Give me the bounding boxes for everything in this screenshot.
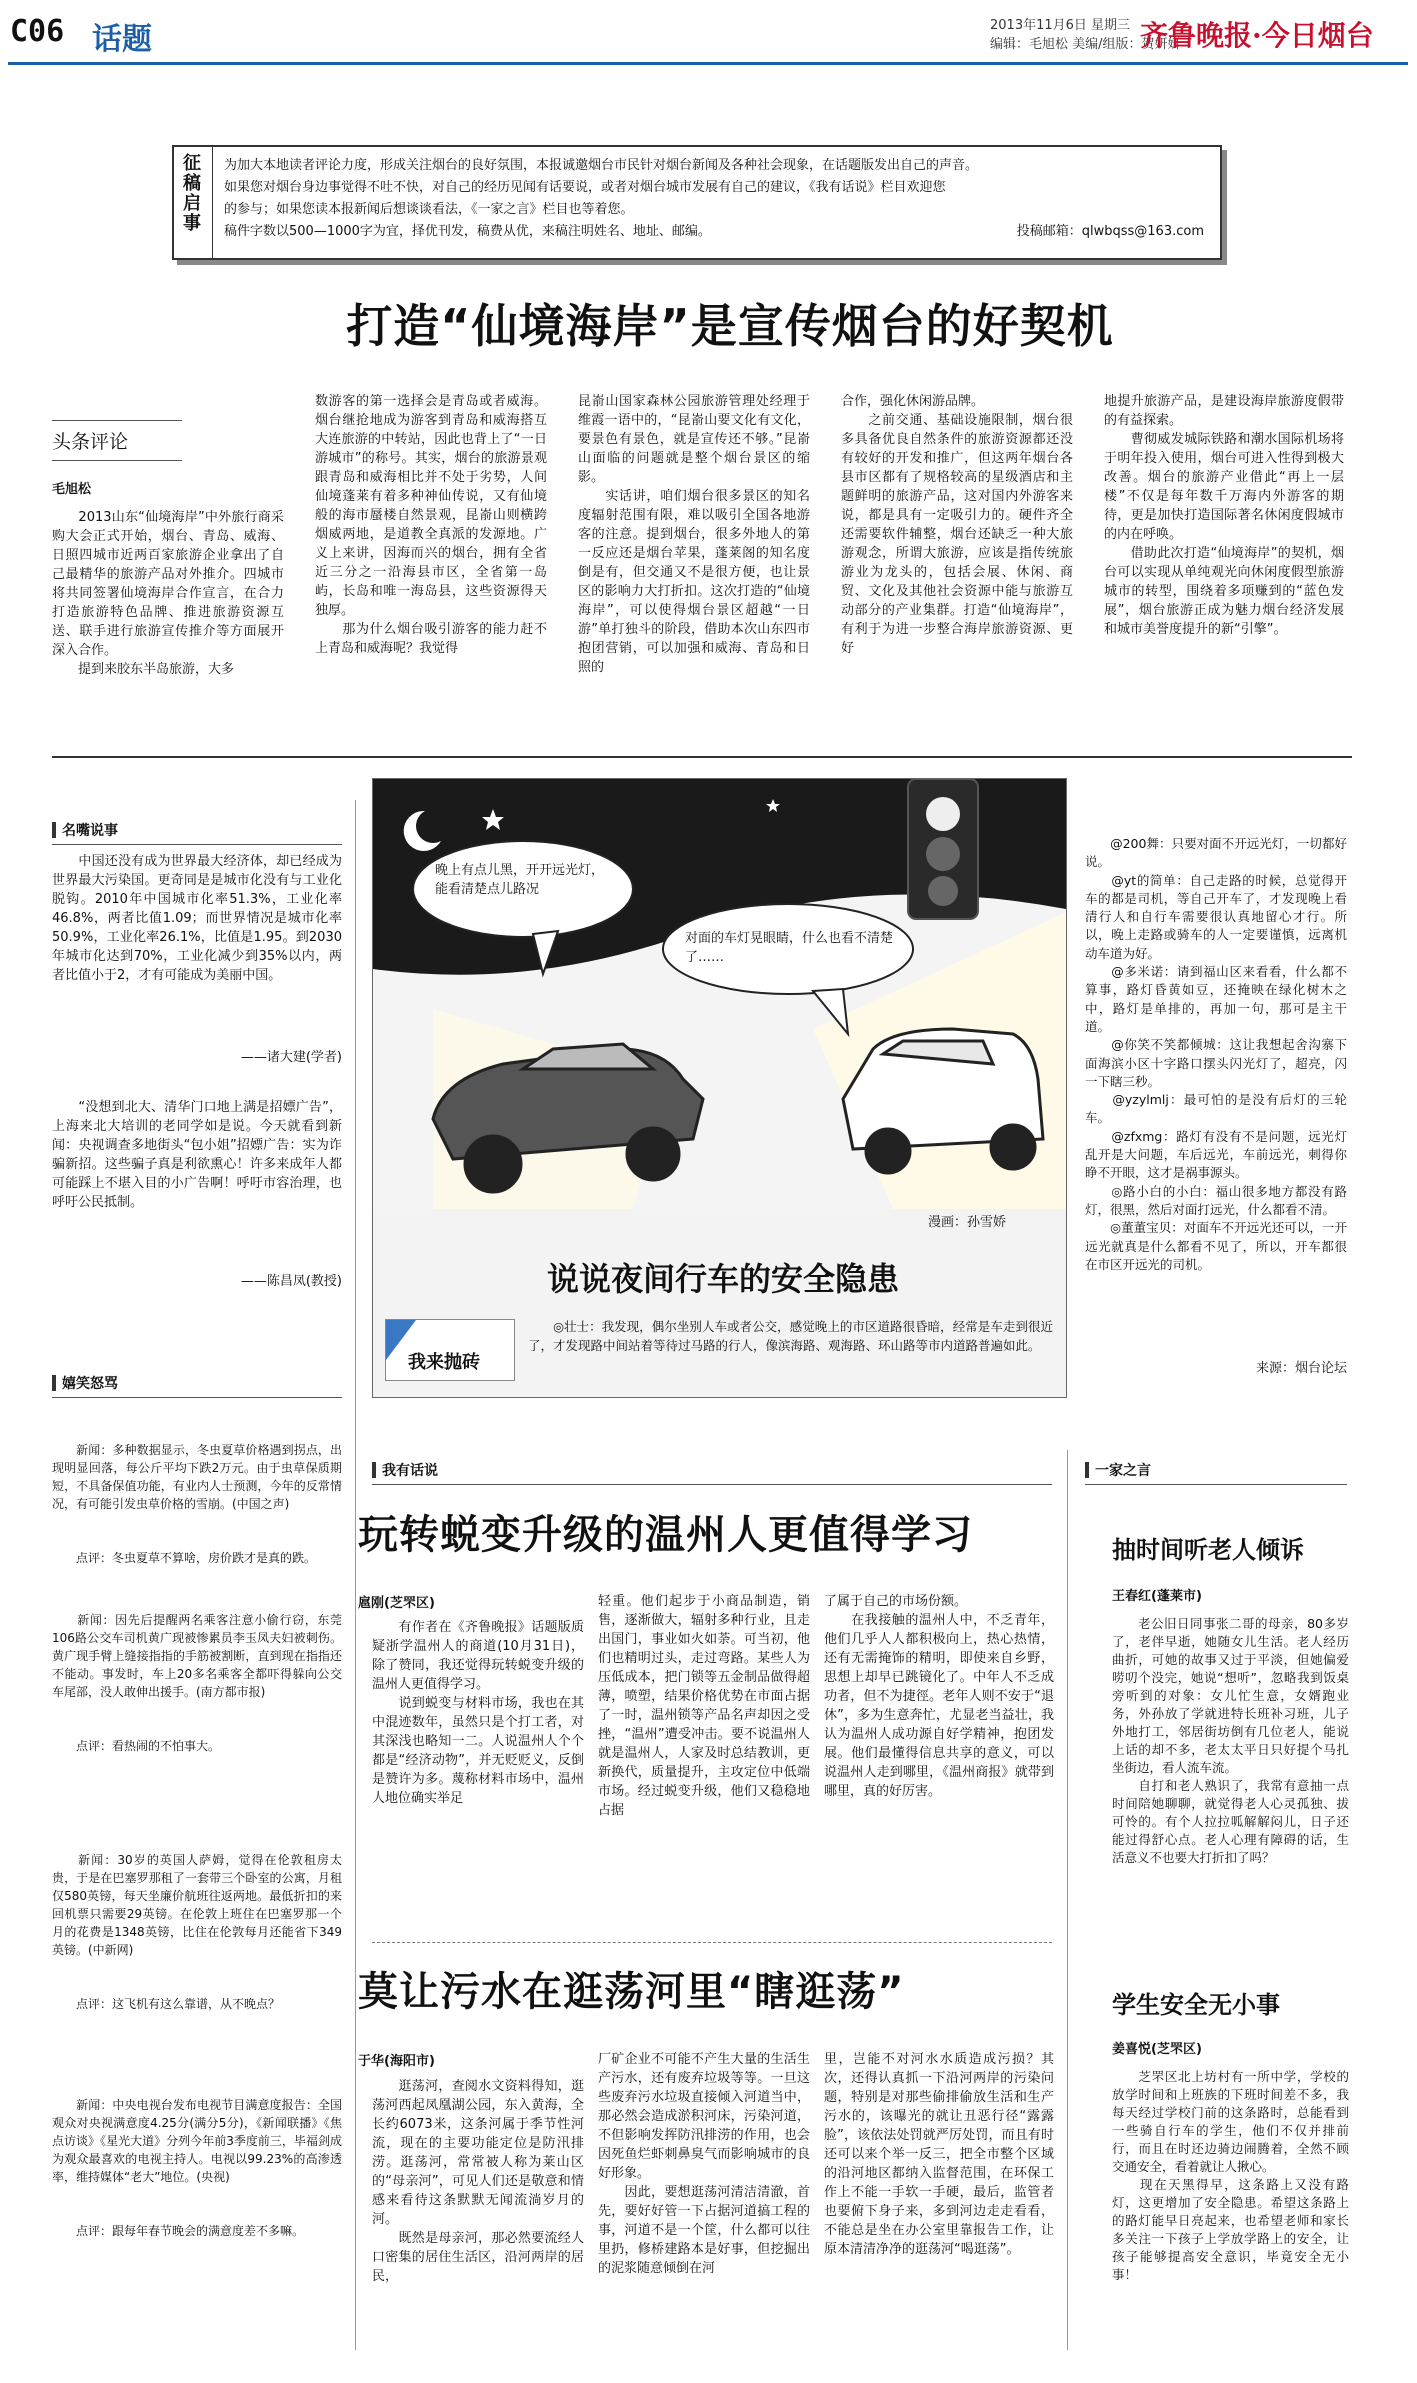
notice-line: 为加大本地读者评论力度，形成关注烟台的良好氛围，本报诚邀烟台市民针对烟台新闻及各种社会现象，在话题版发出自己的声音。: [224, 158, 979, 173]
speech-bubble-1: 晚上有点儿黑，开开远光灯，能看清楚点儿路况: [435, 863, 605, 897]
say-col1c: 了属于自己的市场份额。 在我接触的温州人中，不乏青年，他们几乎人人都积极向上，热心热情，还有无需掩饰的精明，即使来自乡野，思想上却早已跳镜化了。中年人不乏成功者，但不为捷徑。老年人则不安于“退休”，多为生意奔忙，尤显老当益壮，我认为温州人成功源自好学精神，抱团发展。他们最懂得信息共享的意义，可以说温州人走到哪里，《温州商报》就带到哪里，真的好厉害。: [824, 1594, 1054, 1799]
famous-tag-label: 名嘴说事: [62, 823, 118, 839]
top-story-author: 毛旭松: [52, 482, 92, 497]
brick-text: ◎壮士：我发现，偶尔坐别人车或者公交，感觉晚上的市区道路很昏暗，经常是车走到很近了，才发现路中间站着等待过马路的行人，像滨海路、观海路、环山路等市内道路普遍如此。: [528, 1319, 1053, 1353]
laugh-comment: 点评：这飞机有这么靠谱，从不晚点？: [52, 1997, 281, 2011]
header-rule: [8, 62, 1408, 65]
laugh-comment: 点评：看热闹的不怕事大。: [52, 1739, 221, 1753]
top-story-col4: 合作，强化休闲游品牌。 之前交通、基础设施限制，烟台很多具备优良自然条件的旅游资源都还没有较好的开发和推广，但这两年烟台各县市区都有了规格较高的星级酒店和主题鲜明的旅游产品，这对国内外游客来说，都是具有一定吸引力的。硬件齐全还需要软件辅整，烟台还缺乏一种大旅游观念，所谓大旅游，应该是指传统旅游业为龙头的，包括会展、休闲、商贸、文化及其他社会资源中能与旅游互动部分的产业集群。打造“仙境海岸”，有利于为进一步整合海岸旅游资源、更好: [841, 394, 1073, 656]
cartoon-illustration: [373, 779, 1066, 1209]
notice-line: 如果您对烟台身边事觉得不吐不快，对自己的经历见闻有话要说，或者对烟台城市发展有自己的建议，《我有话说》栏目欢迎您: [224, 180, 946, 195]
opinion-text-1: 老公旧日同事张二哥的母亲，80多岁了，老伴早逝，她随女儿生活。老人经历曲折，可她的故事又过于平淡，但她偏爱唠叨个没完，她说“想听”，忽略我到饭桌旁听到的对象：女儿忙生意，女婿跑业务，外孙放了学就进特长班补习班，儿子外地打工，邻居街坊倒有几位老人，能说上话的却不多，老太太平日只好提个马扎坐街边，看人流车流。 自打和老人熟识了，我常有意抽一点时间陪她聊聊，就觉得老人心灵孤独、拔可怜的。有个人拉拉呱解解闷儿，日子还能过得舒心点。老人心理有障碍的话，生活意义不也要大打折扣了吗？: [1112, 1616, 1349, 1865]
say-tag: [372, 1460, 1052, 1485]
top-story-headline: 打造“仙境海岸”是宣传烟台的好契机: [346, 299, 1114, 353]
say-col2c: 里，岂能不对河水水质造成污损？其次，还得认真抓一下沿河两岸的污染问题，特别是对那些偷排偷放生活和生产污水的，该曝光的就让丑恶行径“露露脸”，该依法处罚就严厉处罚，而且有时还可以来个举一反三，把全市整个区域的沿河地区都纳入监督范围，在环保工作上不能一手软一手硬，最后，监管者也要俯下身子来，多到河边走走看看，不能总是坐在办公室里靠报告工作，让原本清清净净的逛荡河“喝逛荡”。: [824, 2052, 1054, 2257]
newspaper-brand: 齐鲁晚报·今日烟台: [1140, 19, 1374, 52]
brick-label-text: 我来抛砖: [408, 1352, 480, 1373]
say-author-1: 扈刚(芝罘区): [358, 1596, 435, 1611]
top-story-col2: 数游客的第一选择会是青岛或者威海。烟台继抢地成为游客到青岛和威海搭互大连旅游的中转站，因此也背上了“一日游城市”的称号。其实，烟台的旅游景观跟青岛和威海相比并不处于劣势，人间仙境蓬莱有着多种神仙传说，又有仙境般的海市蜃楼自然景观，昆嵛山则横跨烟威两地，是道教全真派的发源地。广义上来讲，因海而兴的烟台，拥有全省近三分之一沿海县市区，全省第一岛屿，长岛和唯一海岛县，这些资源得天独厚。 那为什么烟台吸引游客的能力赶不上青岛和威海呢？我觉得: [315, 394, 547, 656]
opinion-headline-2: 学生安全无小事: [1112, 1991, 1280, 2019]
laugh-comment: 点评：冬虫夏草不算啥，房价跌才是真的跌。: [52, 1551, 317, 1565]
notice-line: 的参与；如果您读本报新闻后想谈谈看法，《一家之言》栏目也等着您。: [224, 202, 634, 217]
tag-bar: [372, 1462, 376, 1478]
weibo-source: 来源：烟台论坛: [1255, 1361, 1347, 1376]
cartoon-panel: [372, 778, 1067, 1398]
top-story-col3: 昆嵛山国家森林公园旅游管理处经理于维霞一语中的，“昆嵛山要文化有文化，要景色有景色，就是宣传还不够。”昆嵛山面临的问题就是整个烟台景区的缩影。 实话讲，咱们烟台很多景区的知名度辐射范围有限，难以吸引全国各地游客的注意。提到烟台，很多外地人的第一反应还是烟台苹果，蓬莱阁的知名度倒是有，但交通又不是很方便，也让景区的影响力大打折扣。这次打造的“仙境海岸”，可以使得烟台景区超越“一日游”单打独斗的阶段，借助本次山东四市抱团营销，可以加强和威海、青岛和日照的: [578, 394, 810, 675]
editor-credits: 编辑：毛旭松 美编/组版：贺妍妍: [990, 37, 1181, 52]
laugh-news: 新闻：中央电视台发布电视节目满意度报告：全国观众对央视满意度4.25分(满分5分)，《新闻联播》《焦点访谈》《星光大道》分列今年前3季度前三，毕福剑成为观众最喜欢的电视主持人。电视以99.23%的高渗透率，维持媒体“老大”地位。(央视): [52, 2098, 342, 2184]
brick-label: [385, 1319, 515, 1381]
famous-tag: [52, 820, 342, 845]
opinion-tag: [1085, 1460, 1347, 1485]
famous-sig2: ——陈昌凤(教授): [240, 1274, 342, 1289]
say-divider: [372, 1942, 1052, 1943]
say-col1a: 有作者在《齐鲁晚报》话题版质疑浙学温州人的商道(10月31日)，除了赞同，我还觉得玩转蜕变升级的温州人更值得学习。 说到蜕变与材料市场，我也在其中混迹数年，虽然只是个打工者，对其深浅也略知一二。人说温州人个个都是“经济动物”，并无贬贬义，反倒是赞许为多。蔑称材料市场中，温州人地位确实举足: [372, 1620, 584, 1806]
laugh-item-4: [52, 2060, 342, 2258]
opinion-headline-1: 抽时间听老人倾诉: [1112, 1536, 1304, 1564]
right-column-divider: [1067, 1450, 1068, 2350]
section-title: 话题: [92, 22, 152, 57]
say-col1b: 轻重。他们起步于小商品制造，销售，逐渐做大，辐射多种行业，且走出国门，事业如火如荼。可当初，他们也精明过头，走过弯路。某些人为压低成本，把门锁等五金制品做得超薄，喷塑，结果价格优势在市面占据了一时，温州锁等产品名声却因之受挫，“温州”遭受冲击。要不说温州人就是温州人，人家及时总结教训，更新换代，质量提升，主攻定位中低端市场。经过蜕变升级，他们又稳稳地占据: [598, 1594, 810, 1818]
famous-p1: 中国还没有成为世界最大经济体，却已经成为世界最大污染国。更奇同是是城市化没有与工业化脱钩。2010年中国城市化率51.3%，工业化率46.8%，两者比值1.09；而世界情况是城市化率50.9%，工业化率26.1%，比值是1.95。到2030年城市化达到70%，工业化减少到35%以内，两者比值小于2，才有可能成为美丽中国。: [52, 854, 342, 983]
laugh-news: 新闻：多种数据显示，冬虫夏草价格遇到拐点，出现明显回落，每公斤平均下跌2万元。由于虫草保质期短，不具备保值功能，有业内人士预测，今年的反常情况，有可能引发虫草价格的雪崩。(中国之声): [52, 1443, 342, 1511]
opinion-tag-label: 一家之言: [1095, 1463, 1151, 1479]
opinion-text-2: 芝罘区北上坊村有一所中学，学校的放学时间和上班族的下班时间差不多，我每天经过学校门前的这条路时，总能看到一些骑自行车的学生，他们不仅并排前行，而且在时还边骑边闹腾着，全然不顾交通安全，看着就让人揪心。 现在天黑得早，这条路上又没有路灯，这更增加了安全隐患。希望这条路上的路灯能早日亮起来，也希望老师和家长多关注一下孩子上学放学路上的安全，让孩子能够提高安全意识，毕竟安全无小事！: [1112, 2069, 1349, 2282]
tag-bar: [52, 822, 56, 838]
speech-bubble-2: 对面的车灯晃眼睛，什么也看不清楚了……: [685, 931, 894, 965]
laugh-comment: 点评：跟每年春节晚会的满意度差不多嘛。: [52, 2224, 305, 2238]
laugh-item-2: [52, 1575, 342, 1773]
cartoon-title: 说说夜间行车的安全隐患: [546, 1260, 899, 1298]
top-story-col5: 地提升旅游产品，是建设海岸旅游度假带的有益探索。 曹彻威发城际铁路和潮水国际机场将于明年投入使用，烟台可进入性得到极大改善。烟台的旅游产业借此“再上一层楼”不仅是每年数千万海内外游客的期待，更是加快打造国际著名休闲度假城市的内在呼唤。 借助此次打造“仙境海岸”的契机，烟台可以实现从单纯观光向休闲度假型旅游城市的转型，围绕着多项赚到的“蓝色发展”，烟台旅游正成为魅力烟台经济发展和城市美誉度提升的新“引擎”。: [1104, 394, 1344, 637]
weibo-comments: @200舞：只要对面不开远光灯，一切都好说。 @yt的简单：自己走路的时候，总觉得开车的都是司机，等自己开车了，才发现晚上看清行人和自行车需要很认真地留心才行。所以，晚上走路或骑车的人一定要谨慎，远离机动车道为好。 @多米诺：请到福山区来看看，什么都不算事，路灯昏黄如豆，还掩映在绿化树木之中，路灯是单排的，再加一句，那可是主干道。 @你笑不笑都倾城：这让我想起舍沟寨下面海滨小区十字路口摆头闪光灯了，超亮，闪一下瞎三秒。 @yzylmlj：最可怕的是没有后灯的三轮车。 @zfxmg：路灯有没有不是问题，远光灯乱开是大问题，车后远光，车前远光，刺得你睁不开眼，这才是祸事源头。 ◎路小白的小白：福山很多地方都没有路灯，很黑，然后对面打远光，什么都看不清。 ◎董董宝贝：对面车不开远光还可以，一开远光就真是什么都看不见了，所以，开车都很在市区开远光的司机。: [1085, 836, 1347, 1272]
call-for-papers-label: 征稿启事: [180, 153, 201, 233]
laugh-news: 新闻：因先后提醒两名乘客注意小偷行窃，东莞106路公交车司机黄广现被惨累员李玉凤夫妇被刺伤。黄广现手臂上缝接指指的手筋被割断，直到现在指指还不能动。事发时，车上20多名乘客全都吓得躲向公交车尾部，没人敢伸出援手。(南方都市报): [52, 1613, 342, 1699]
page-header: [0, 0, 1417, 62]
say-col2a: 逛荡河，查阅水文资料得知，逛荡河西起凤凰湖公园，东入黄海，全长约6073米，这条河属于季节性河流，现在的主要功能定位是防汛排涝。逛荡河，常常被人称为莱山区的“母亲河”，可见人们还是敬意和情感来看待这条默默无闻流淌岁月的河。 既然是母亲河，那必然要流经人口密集的居住生活区，沿河两岸的居民，: [372, 2079, 584, 2284]
notice-line: 稿件字数以500—1000字为宜，择优刊发，稿费从优，来稿注明姓名、地址、邮编。: [224, 224, 711, 239]
say-author-2: 于华(海阳市): [358, 2054, 435, 2069]
top-story-bottom-rule: [52, 756, 1352, 758]
cartoon-credit: 漫画：孙雪娇: [928, 1215, 1007, 1230]
laugh-item-1: [52, 1405, 342, 1585]
notice-body: [224, 155, 1214, 243]
say-headline-1: 玩转蜕变升级的温州人更值得学习: [358, 1512, 973, 1558]
say-col2b: 厂矿企业不可能不产生大量的生活生产污水，还有废弃垃圾等等。一旦这些废弃污水垃圾直接倾入河道当中，那必然会造成淤积河床，污染河道，不但影响发挥防汛排涝的作用，也会因死鱼烂虾刺鼻臭气而影响城市的良好形象。 因此，要想逛荡河清洁清澈，首先，要好好管一下占据河道搞工程的事，河道不是一个筐，什么都可以往里扔，修桥建路本是好事，但挖掘出的泥浆随意倾倒在河: [598, 2052, 810, 2276]
submission-email[interactable]: 投稿邮箱：qlwbqss@163.com: [1016, 224, 1204, 239]
famous-sig1: ——诸大建(学者): [240, 1050, 342, 1065]
laugh-news: 新闻：30岁的英国人萨姆，觉得在伦敦租房太贵，于是在巴塞罗那租了一套带三个卧室的公寓，月租仅580英镑，每天坐廉价航班往返两地。最低折扣的来回机票只需要29英镑。在伦敦上班住在巴塞罗那一个月的花费是1348英镑，比住在伦敦每月还能省下349英镑。(中新网): [52, 1853, 342, 1957]
opinion-author-2: 姜喜悦(芝罘区): [1112, 2042, 1202, 2057]
call-for-papers: [172, 145, 1222, 260]
say-headline-2: 莫让污水在逛荡河里“瞎逛荡”: [358, 1969, 905, 2015]
issue-date: 2013年11月6日 星期三: [990, 18, 1131, 33]
notice-divider: [212, 147, 213, 258]
column-tag-label: 头条评论: [52, 431, 129, 453]
left-column-divider: [355, 800, 356, 2350]
top-story-tag: [52, 420, 182, 461]
opinion-author-1: 王春红(蓬莱市): [1112, 1589, 1202, 1604]
top-story-col1: 2013山东“仙境海岸”中外旅行商采购大会正式开始，烟台、青岛、威海、日照四城市近两百家旅游企业拿出了自己最精华的旅游产品对外推介。四城市将共同签署仙境海岸合作宣言，在合力打造旅游特色品牌、推进旅游资源互送、联手进行旅游宣传推介等方面展开深入合作。 提到来胶东半岛旅游，大多: [52, 510, 284, 677]
laugh-tag: [52, 1373, 342, 1398]
page-number: C06: [10, 14, 65, 49]
famous-p2: “没想到北大、清华门口地上满是招嫖广告”，上海来北大培训的老同学如是说。今天就看到新闻：央视调查多地街头“包小姐”招嫖广告：实为诈骗新招。这些骗子真是利欲熏心！许多来成年人都可能踩上不堪入目的小广告啊！呼吁市容治理，也呼吁公民抵制。: [52, 1100, 342, 1210]
tag-bar: [52, 1375, 56, 1391]
say-tag-label: 我有话说: [382, 1463, 438, 1479]
tag-bar: [1085, 1462, 1089, 1478]
laugh-tag-label: 嬉笑怒骂: [62, 1376, 118, 1392]
laugh-item-3: [52, 1815, 342, 2031]
